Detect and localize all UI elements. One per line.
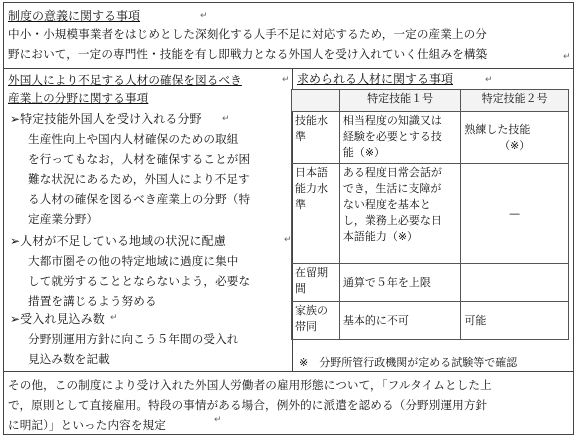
row-label-line: 技能水	[295, 114, 328, 127]
row-cell	[339, 112, 461, 164]
row-cell-line: ない程度を基本と	[342, 198, 431, 211]
return-mark: ↵	[563, 52, 571, 62]
section3-line: で，原則として直接雇用。特段の事情がある場合，例外的に派遣を認める（分野別運用方針	[8, 398, 488, 412]
section1-line: 野において，一定の専門性・技能を有し即戦力となる外国人を受け入れていく仕組みを構築	[8, 47, 488, 61]
row-label-line: 家族の	[295, 304, 328, 317]
row-label	[292, 164, 340, 264]
row-label	[292, 112, 340, 164]
row-cell-line: し，業務上必要な日	[342, 214, 442, 227]
row-cell	[461, 302, 569, 340]
left-title-line: 産業上の分野に関する事項	[8, 91, 149, 105]
left-item-line: 難な状況にあるため，外国人により不足す	[28, 172, 250, 186]
row-cell-line: ある程度日常会話が	[342, 166, 442, 179]
section3-text	[8, 375, 492, 435]
row-cell-line: でき，生活に支障が	[342, 182, 442, 195]
section1-line: 中小・小規模事業者をはじめとした深刻化する人手不足に対応するため，一定の産業上の分	[8, 27, 487, 41]
row-label-line: 間	[295, 282, 306, 295]
row-cell-line: 本語能力（※）	[342, 230, 419, 243]
left-item-head: ➢受入れ見込み数	[10, 312, 105, 326]
row-cell-line: 相当程度の知識又は	[342, 114, 442, 127]
row-label-line: 帯同	[295, 320, 317, 333]
row-cell-line: 熟練した技能	[464, 122, 531, 136]
row-cell-line: —	[509, 206, 521, 220]
row-label-line: 在留期	[295, 266, 328, 279]
left-item-line: 大都市圏その他の特定地域に過度に集中	[28, 254, 239, 268]
section1-title: 制度の意義に関する事項	[8, 9, 141, 23]
left-item-line: 生産性向上や国内人材確保のための取組	[28, 132, 239, 146]
row-label	[292, 264, 340, 302]
return-mark: ↵	[110, 313, 118, 323]
return-mark: ↵	[284, 235, 292, 245]
left-item-3	[10, 309, 239, 369]
row-cell	[339, 264, 461, 302]
row-cell	[339, 302, 461, 340]
left-item-line: して就労することとならないよう，必要な	[28, 274, 251, 288]
row-label	[292, 302, 340, 340]
left-item-head: ➢人材が不足している地域の状況に配慮	[10, 234, 226, 248]
section3-line: に明記）」といった内容を規定	[8, 418, 166, 432]
row-cell	[461, 164, 569, 264]
table-header-row	[292, 90, 569, 112]
right-title: 求められる人材に関する事項	[297, 72, 454, 86]
row-label-line: 能力水	[295, 182, 328, 195]
section1-text	[8, 24, 487, 64]
left-item-2	[10, 231, 250, 311]
left-item-line: 分野別運用方針に向こう５年間の受入れ	[28, 332, 239, 346]
left-item-line: 措置を講じるよう努める	[28, 294, 157, 308]
left-title	[8, 71, 242, 107]
row-cell-line: 通算で５年を上限	[342, 275, 431, 289]
table-footnote: ※ 分野所管行政機関が定める試験等で確認	[299, 356, 518, 369]
row-cell-line: 能（※）	[342, 146, 386, 159]
return-mark: ↵	[282, 75, 290, 85]
row-cell-line: （※）	[499, 138, 531, 152]
divider-section3	[4, 371, 573, 372]
left-item-head: ➢特定技能外国人を受け入れる分野	[10, 112, 202, 126]
table-row	[292, 112, 569, 164]
left-item-line: を行ってもなお，人材を確保することが困	[28, 152, 251, 166]
return-mark: ↵	[214, 415, 222, 425]
divider-section1	[4, 68, 573, 69]
table-header-cell: 特定技能１号	[339, 90, 461, 112]
table-header-cell: 特定技能２号	[461, 90, 569, 112]
row-label-line: 日本語	[295, 166, 328, 179]
row-cell	[461, 264, 569, 302]
row-cell-line: 基本的に不可	[342, 313, 409, 327]
return-mark: ↵	[222, 114, 230, 124]
row-label-line: 準	[295, 130, 306, 143]
left-item-line: る人材の確保を図るべき産業上の分野（特	[28, 192, 251, 206]
row-cell	[339, 164, 461, 264]
row-label-line: 準	[295, 198, 306, 211]
row-cell-line: 経験を必要とする技	[342, 130, 442, 143]
section3-line: その他，この制度により受け入れた外国人労働者の雇用形態について，「フルタイムとした上	[8, 378, 492, 392]
row-cell-line: 可能	[464, 313, 487, 327]
table-row	[292, 264, 569, 302]
table-row	[292, 302, 569, 340]
left-title-line: 外国人により不足する人材の確保を図るべき	[8, 73, 242, 87]
left-item-1	[10, 109, 250, 229]
requirements-table	[291, 89, 569, 340]
return-mark: ↵	[485, 75, 493, 85]
left-item-line: 定産業分野）	[28, 212, 99, 226]
left-item-line: 見込み数を記載	[28, 352, 110, 366]
return-mark: ↵	[200, 11, 208, 21]
table-header-cell	[292, 90, 340, 112]
row-cell	[461, 112, 569, 164]
table-row	[292, 164, 569, 264]
